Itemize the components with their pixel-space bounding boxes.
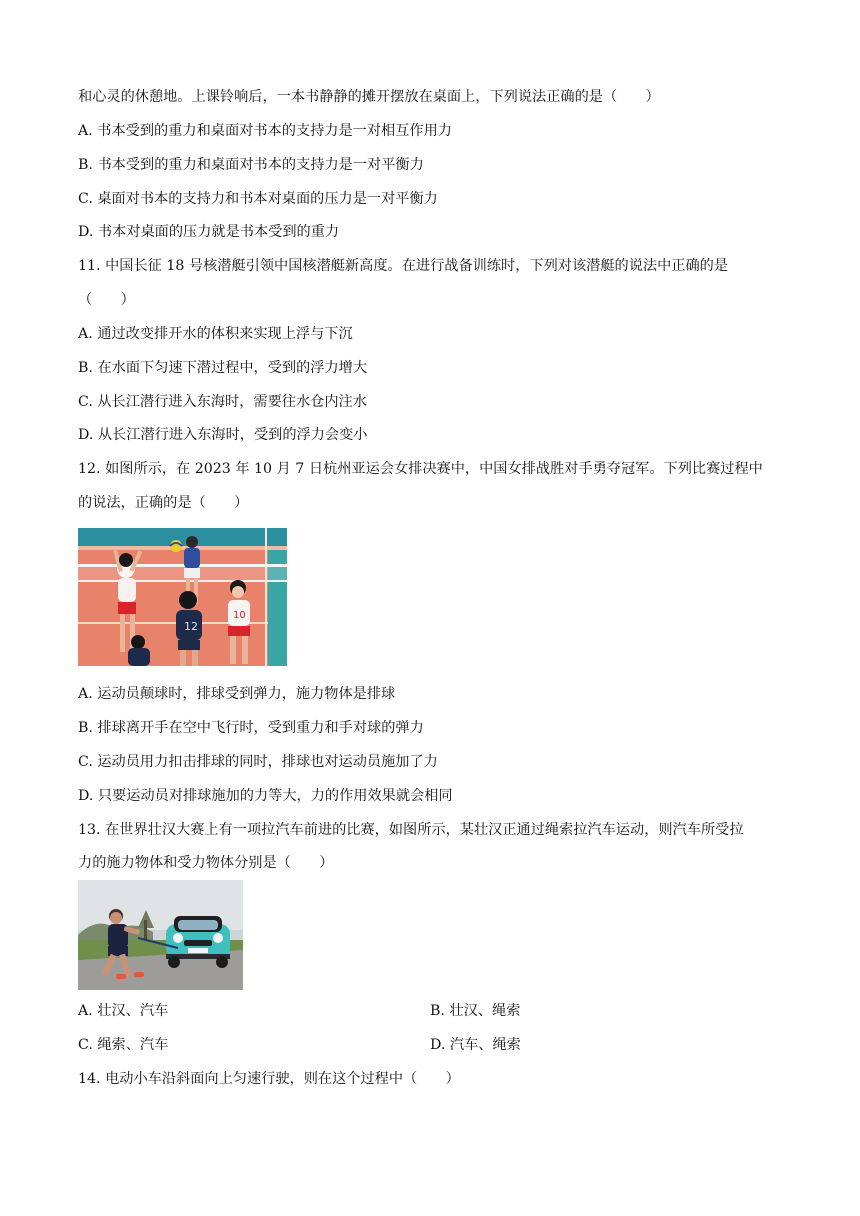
q13-option-a: A. 壮汉、汽车 [78,1003,169,1019]
q13-stem-cont: 力的施力物体和受力物体分别是（ ） [78,855,334,871]
q13-option-d: D. 汽车、绳索 [430,1037,521,1053]
q11-stem-cont: （ ） [78,292,135,308]
q14-stem: 14. 电动小车沿斜面向上匀速行驶，则在这个过程中（ ） [78,1071,460,1087]
q12-stem: 12. 如图所示，在 2023 年 10 月 7 日杭州亚运会女排决赛中，中国女排战胜对手勇夺冠军。下列比赛过程中 [78,461,763,477]
q11-option-d: D. 从长江潜行进入东海时，受到的浮力会变小 [78,427,368,443]
q10-option-c: C. 桌面对书本的支持力和书本对桌面的压力是一对平衡力 [78,191,438,207]
q10-option-b: B. 书本受到的重力和桌面对书本的支持力是一对平衡力 [78,157,424,173]
q10-stem-tail: 和心灵的休憩地。上课铃响后，一本书静静的摊开摆放在桌面上，下列说法正确的是（ ） [78,89,660,105]
volleyball-photo [78,528,287,666]
q12-option-b: B. 排球离开手在空中飞行时，受到重力和手对球的弹力 [78,720,424,736]
q13-stem: 13. 在世界壮汉大赛上有一项拉汽车前进的比赛，如图所示，某壮汉正通过绳索拉汽车运动，则汽车所受拉 [78,822,744,838]
q10-option-d: D. 书本对桌面的压力就是书本受到的重力 [78,224,340,240]
q12-option-d: D. 只要运动员对排球施加的力等大，力的作用效果就会相同 [78,788,453,804]
q12-stem-cont: 的说法，正确的是（ ） [78,495,249,511]
q11-stem: 11. 中国长征 18 号核潜艇引领中国核潜艇新高度。在进行战备训练时，下列对该潜艇的说法中正确的是 [78,258,729,274]
jersey-number-12: 12 [184,620,198,633]
q11-option-b: B. 在水面下匀速下潜过程中，受到的浮力增大 [78,360,368,376]
q13-option-b: B. 壮汉、绳索 [430,1003,521,1019]
q10-option-a: A. 书本受到的重力和桌面对书本的支持力是一对相互作用力 [78,123,452,139]
q12-option-a: A. 运动员颠球时，排球受到弹力，施力物体是排球 [78,686,396,702]
jersey-number-10: 10 [233,610,246,621]
q12-option-c: C. 运动员用力扣击排球的同时，排球也对运动员施加了力 [78,754,438,770]
q13-option-c: C. 绳索、汽车 [78,1037,169,1053]
q11-option-c: C. 从长江潜行进入东海时，需要往水仓内注水 [78,394,367,410]
q11-option-a: A. 通过改变排开水的体积来实现上浮与下沉 [78,326,353,342]
strongman-car-photo [78,880,243,990]
